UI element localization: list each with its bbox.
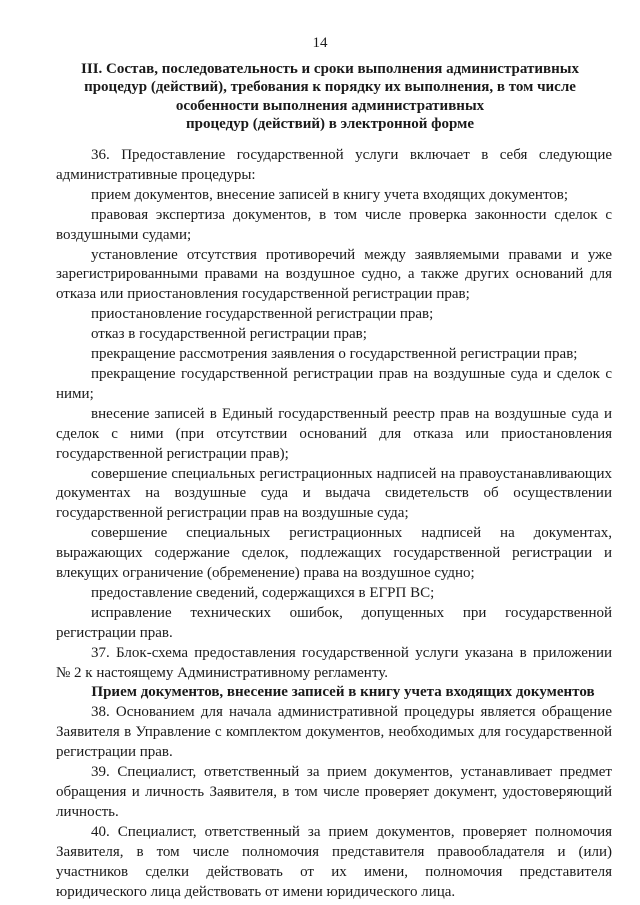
document-body: [56, 146, 612, 902]
list-item: прием документов, внесение записей в книгу учета входящих документов;: [91, 186, 569, 203]
list-item: предоставление сведений, содержащихся в ЕГРП ВС;: [91, 584, 435, 601]
list-item: прекращение рассмотрения заявления о государственной регистрации прав;: [91, 346, 578, 363]
list-item: приостановление государственной регистрации прав;: [91, 306, 434, 323]
paragraph-36: 36. Предоставление государственной услуги включает в себя следующие административные процедуры:: [56, 147, 612, 183]
heading-line-1: III. Состав, последовательность и сроки выполнения административных: [81, 61, 579, 77]
list-item: совершение специальных регистрационных надписей на правоустанавливающих документах на воздушные суда и выдача свидетельств об осуществлении государственной регистрации прав на воздушные суда;: [56, 465, 612, 522]
paragraph-40: 40. Специалист, ответственный за прием документов, проверяет полномочия Заявителя, в том числе полномочия представителя правообладателя и (или) участников сделки действовать от их имени, полномочия представителя юридического лица действовать от имени юридического лица.: [56, 823, 612, 900]
list-item: установление отсутствия противоречий между заявляемыми правами и уже зарегистрированными правами на воздушное судно, а также других оснований для отказа или приостановления государственной регистрации прав;: [56, 246, 612, 303]
list-item: прекращение государственной регистрации прав на воздушные суда и сделок с ними;: [56, 365, 612, 402]
section-heading: [70, 60, 590, 134]
paragraph-38: 38. Основанием для начала административной процедуры является обращение Заявителя в Управление с комплектом документов, необходимых для государственной регистрации прав.: [56, 704, 612, 761]
list-item: отказ в государственной регистрации прав;: [91, 326, 367, 343]
list-item: внесение записей в Единый государственный реестр прав на воздушные суда и сделок с ними (при отсутствии оснований для отказа или приостановления государственной регистрации прав);: [56, 405, 612, 462]
page-number: 14: [312, 35, 328, 51]
list-item: правовая экспертиза документов, в том числе проверка законности сделок с воздушными судами;: [56, 206, 612, 243]
heading-line-4: процедур (действий) в электронной форме: [185, 116, 475, 133]
subsection-heading: Прием документов, внесение записей в книгу учета входящих документов: [91, 684, 595, 701]
paragraph-39: 39. Специалист, ответственный за прием документов, устанавливает предмет обращения и личность Заявителя, в том числе проверяет документ, удостоверяющий личность.: [56, 764, 612, 820]
heading-line-2: процедур (действий), требования к порядку их выполнения, в том числе: [84, 79, 576, 96]
list-item: совершение специальных регистрационных надписей на документах, выражающих содержание сделок, подлежащих государственной регистрации и влекущих ограничение (обременение) права на воздушное судно;: [56, 525, 612, 582]
heading-line-3: особенности выполнения административных: [175, 97, 485, 114]
list-item: исправление технических ошибок, допущенных при государственной регистрации прав.: [56, 604, 612, 641]
paragraph-37: 37. Блок-схема предоставления государственной услуги указана в приложении № 2 к настоящему Административному регламенту.: [56, 644, 612, 681]
